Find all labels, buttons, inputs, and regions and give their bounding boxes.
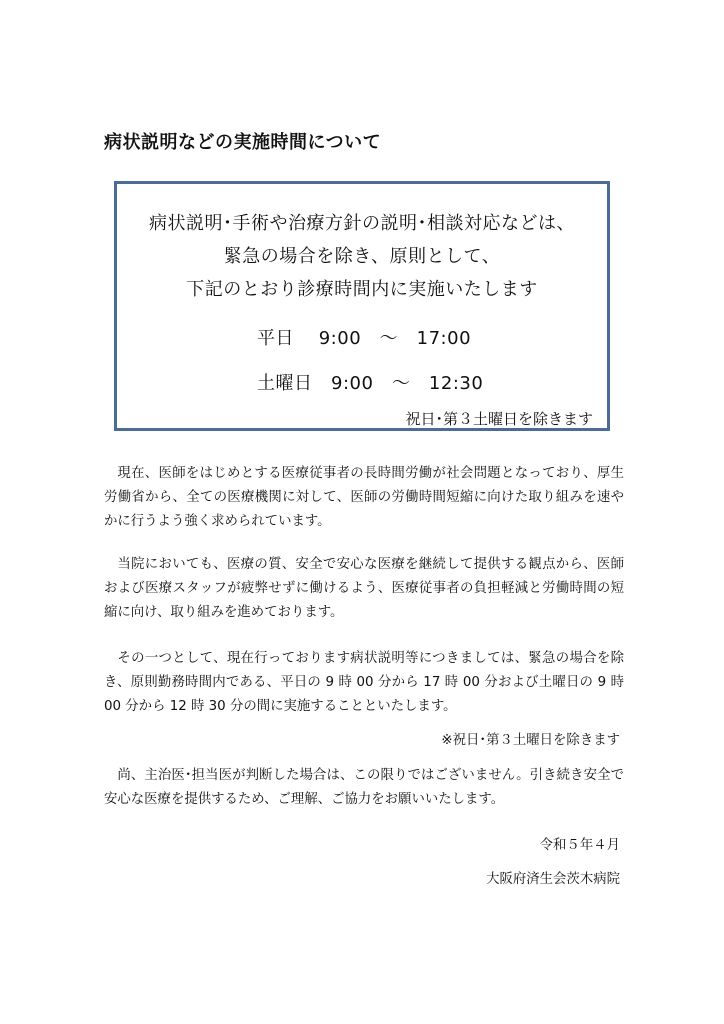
weekday-hours: 平日 9:00 ～ 17:00 [257,328,472,349]
hours-notice-box [114,181,610,431]
paragraph-hospital-policy: 当院においても、医療の質、安全で安心な医療を継続して提供する観点から、医師および医療スタッフが疲弊せずに働けるよう、医療従事者の負担軽減と労働時間の短縮に向け、取り組みを進めております。 [104,557,624,620]
paragraph-background: 現在、医師をはじめとする医療従事者の長時間労働が社会問題となっており、厚生労働省から、全ての医療機関に対して、医師の労働時間短縮に向けた取り組みを速やかに行うよう強く求められています。 [104,466,624,529]
notice-line-1: 病状説明･手術や治療方針の説明･相談対応などは、 [149,213,575,234]
issue-date: 令和５年４月 [539,838,620,853]
notice-line-3: 下記のとおり診療時間内に実施いたします [186,279,538,300]
organization-name: 大阪府済生会茨木病院 [486,872,620,887]
paragraph-explanation-hours: その一つとして、現在行っております病状説明等につきましては、緊急の場合を除き、原則勤務時間内である、平日の 9 時 00 分から 17 時 00 分および土曜日の 9 時 00 分から 12 時 30 分の間に実施することといたします。 [104,651,624,714]
page-title: 病状説明などの実施時間について [104,132,382,153]
paragraph-exception: 尚、主治医･担当医が判断した場合は、この限りではございません。引き続き安全で安心な医療を提供するため、ご理解、ご協力をお願いいたします。 [104,768,624,807]
saturday-hours: 土曜日 9:00 ～ 12:30 [257,373,484,394]
holiday-exception-note: 祝日･第３土曜日を除きます [405,410,593,428]
notice-line-2: 緊急の場合を除き、原則として、 [223,246,501,267]
explanation-hours-note: ※祝日･第３土曜日を除きます [441,733,620,748]
